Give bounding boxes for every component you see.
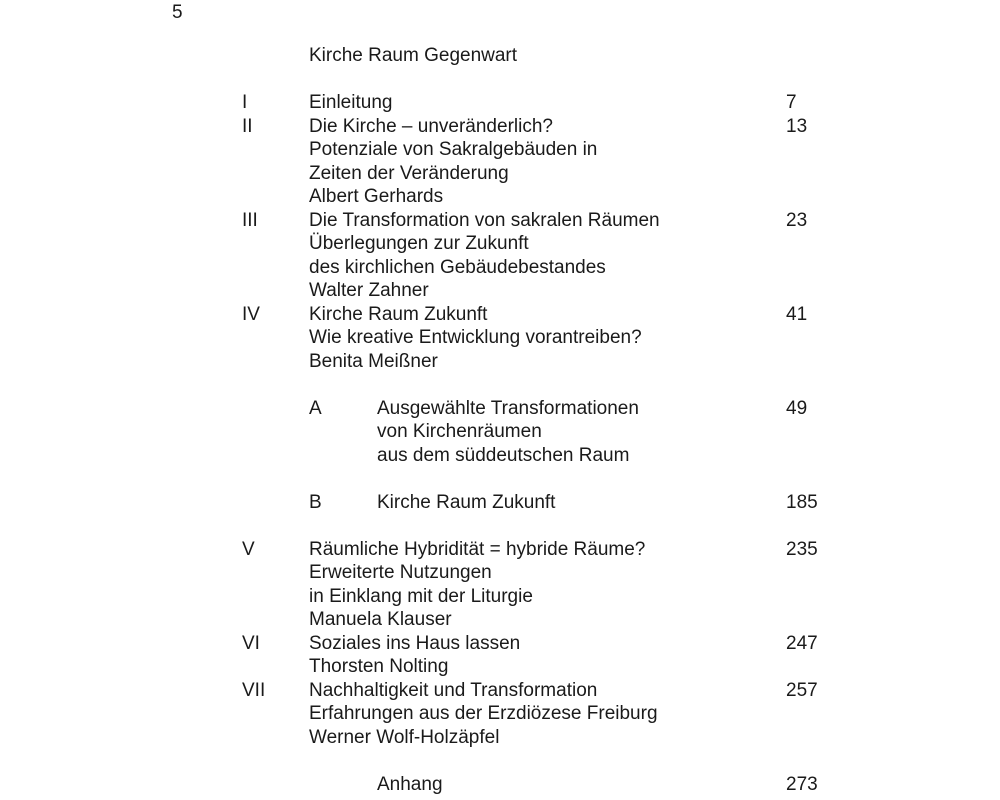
toc-entry-vii bbox=[0, 679, 1000, 750]
toc-entry-vi bbox=[0, 632, 1000, 679]
chapter-title: Die Kirche – unveränderlich? bbox=[309, 115, 553, 137]
section-title: Kirche Raum Zukunft bbox=[377, 491, 556, 513]
section-title: aus dem süddeutschen Raum bbox=[377, 444, 630, 466]
chapter-number: V bbox=[242, 538, 255, 560]
chapter-author: Werner Wolf-Holzäpfel bbox=[309, 726, 500, 748]
toc-entry-b bbox=[0, 491, 1000, 515]
chapter-number: VI bbox=[242, 632, 260, 654]
chapter-number: III bbox=[242, 209, 258, 231]
section-letter: B bbox=[309, 491, 322, 513]
chapter-subtitle: Überlegungen zur Zukunft bbox=[309, 233, 529, 254]
chapter-title: Nachhaltigkeit und Transformation bbox=[309, 679, 598, 701]
section-title: von Kirchenräumen bbox=[377, 421, 542, 442]
chapter-title: Die Transformation von sakralen Räumen bbox=[309, 209, 660, 231]
chapter-title: Kirche Raum Zukunft bbox=[309, 303, 488, 325]
toc-entry-v bbox=[0, 538, 1000, 632]
section-letter: A bbox=[309, 397, 322, 419]
page-ref: 7 bbox=[786, 92, 797, 113]
page-ref: 13 bbox=[786, 115, 808, 137]
page-ref: 273 bbox=[786, 773, 818, 795]
book-title: Kirche Raum Gegenwart bbox=[309, 45, 518, 66]
chapter-title: Räumliche Hybridität = hybride Räume? bbox=[309, 538, 646, 560]
chapter-subtitle: Wie kreative Entwicklung vorantreiben? bbox=[309, 327, 642, 348]
page-ref: 247 bbox=[786, 632, 818, 654]
chapter-title: Soziales ins Haus lassen bbox=[309, 632, 521, 654]
chapter-subtitle: Erweiterte Nutzungen bbox=[309, 562, 492, 583]
chapter-author: Albert Gerhards bbox=[309, 186, 444, 207]
toc-entry-iv bbox=[0, 303, 1000, 374]
chapter-subtitle: Zeiten der Veränderung bbox=[309, 162, 509, 184]
chapter-number: II bbox=[242, 115, 253, 137]
toc-entry-appendix bbox=[0, 773, 1000, 797]
chapter-subtitle: Potenziale von Sakralgebäuden in bbox=[309, 139, 598, 160]
chapter-author: Walter Zahner bbox=[309, 280, 429, 301]
chapter-author: Thorsten Nolting bbox=[309, 656, 449, 677]
chapter-subtitle: des kirchlichen Gebäudebestandes bbox=[309, 256, 606, 278]
chapter-number: VII bbox=[242, 679, 266, 701]
toc-entry-a bbox=[0, 397, 1000, 468]
chapter-number: I bbox=[242, 92, 248, 113]
toc-entry-i bbox=[0, 91, 1000, 115]
chapter-title: Einleitung bbox=[309, 92, 393, 113]
page-ref: 185 bbox=[786, 491, 818, 513]
appendix-title: Anhang bbox=[377, 773, 443, 795]
chapter-subtitle: in Einklang mit der Liturgie bbox=[309, 585, 533, 607]
page-ref: 257 bbox=[786, 679, 818, 701]
table-of-contents bbox=[0, 91, 1000, 796]
chapter-number: IV bbox=[242, 303, 260, 325]
page-number: 5 bbox=[172, 2, 183, 23]
chapter-subtitle: Erfahrungen aus der Erzdiözese Freiburg bbox=[309, 703, 658, 724]
chapter-author: Benita Meißner bbox=[309, 350, 438, 372]
section-title: Ausgewählte Transformationen bbox=[377, 397, 639, 419]
toc-entry-iii bbox=[0, 209, 1000, 303]
page-ref: 235 bbox=[786, 538, 818, 560]
page-ref: 49 bbox=[786, 397, 808, 419]
toc-entry-ii bbox=[0, 115, 1000, 209]
chapter-author: Manuela Klauser bbox=[309, 609, 452, 630]
page-ref: 23 bbox=[786, 209, 808, 231]
page-ref: 41 bbox=[786, 303, 808, 325]
